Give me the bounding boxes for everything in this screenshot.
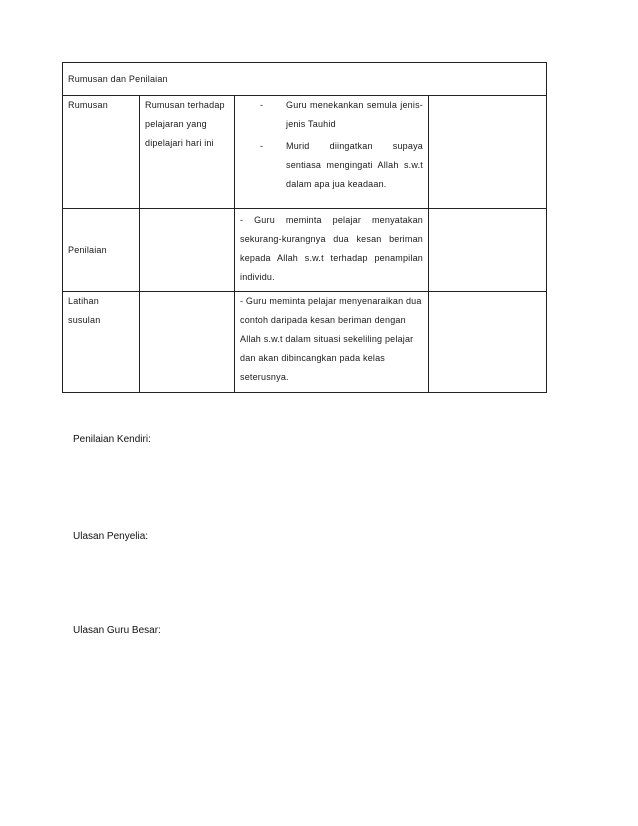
penilaian-subject-cell xyxy=(140,209,235,292)
lesson-plan-table xyxy=(62,62,547,393)
table-row xyxy=(63,96,547,209)
row-label-latihan xyxy=(63,292,140,393)
rumusan-subject xyxy=(140,96,235,209)
list-item-text: Guru menekankan semula jenis-jenis Tauhid xyxy=(286,100,423,129)
latihan-text-line: - Guru meminta pelajar menyenaraikan dua xyxy=(240,296,422,306)
table-title: Rumusan dan Penilaian xyxy=(63,63,547,96)
penilaian-text: - Guru meminta pelajar menyatakan sekurang-kurangnya dua kesan beriman kepada Allah s.w.t terhadap penampilan individu. xyxy=(240,215,423,282)
latihan-subject-cell xyxy=(140,292,235,393)
row-label-line: Latihan xyxy=(68,296,99,306)
section-ulasan-penyelia: Ulasan Penyelia: xyxy=(73,531,149,542)
section-ulasan-guru-besar: Ulasan Guru Besar: xyxy=(73,625,161,636)
latihan-text-line: Allah s.w.t dalam situasi sekeliling pelajar xyxy=(240,334,414,344)
bullet-dash: - xyxy=(260,141,264,151)
latihan-text-line: dan akan dibincangkan pada kelas xyxy=(240,353,386,363)
row-label-penilaian: Penilaian xyxy=(63,209,140,292)
list-item-text: Murid diingatkan supaya sentiasa mengingati Allah s.w.t dalam apa jua keadaan. xyxy=(286,141,423,189)
row-label-rumusan: Rumusan xyxy=(63,96,140,209)
table-row xyxy=(63,292,547,393)
rumusan-subject-line: pelajaran yang xyxy=(145,119,207,129)
latihan-activities xyxy=(235,292,429,393)
penilaian-notes-cell xyxy=(429,209,547,292)
rumusan-subject-line: Rumusan terhadap xyxy=(145,100,225,110)
rumusan-subject-line: dipelajari hari ini xyxy=(145,138,214,148)
section-penilaian-kendiri: Penilaian Kendiri: xyxy=(73,434,151,445)
table-title-row xyxy=(63,63,547,96)
bullet-dash: - xyxy=(260,100,264,110)
latihan-notes-cell xyxy=(429,292,547,393)
row-label-line: susulan xyxy=(68,315,101,325)
penilaian-activities xyxy=(235,209,429,292)
rumusan-activities xyxy=(235,96,429,209)
list-item xyxy=(240,96,423,134)
latihan-text-line: contoh daripada kesan beriman dengan xyxy=(240,315,406,325)
table-row xyxy=(63,209,547,292)
rumusan-notes-cell xyxy=(429,96,547,209)
list-item xyxy=(240,137,423,194)
latihan-text-line: seterusnya. xyxy=(240,372,289,382)
